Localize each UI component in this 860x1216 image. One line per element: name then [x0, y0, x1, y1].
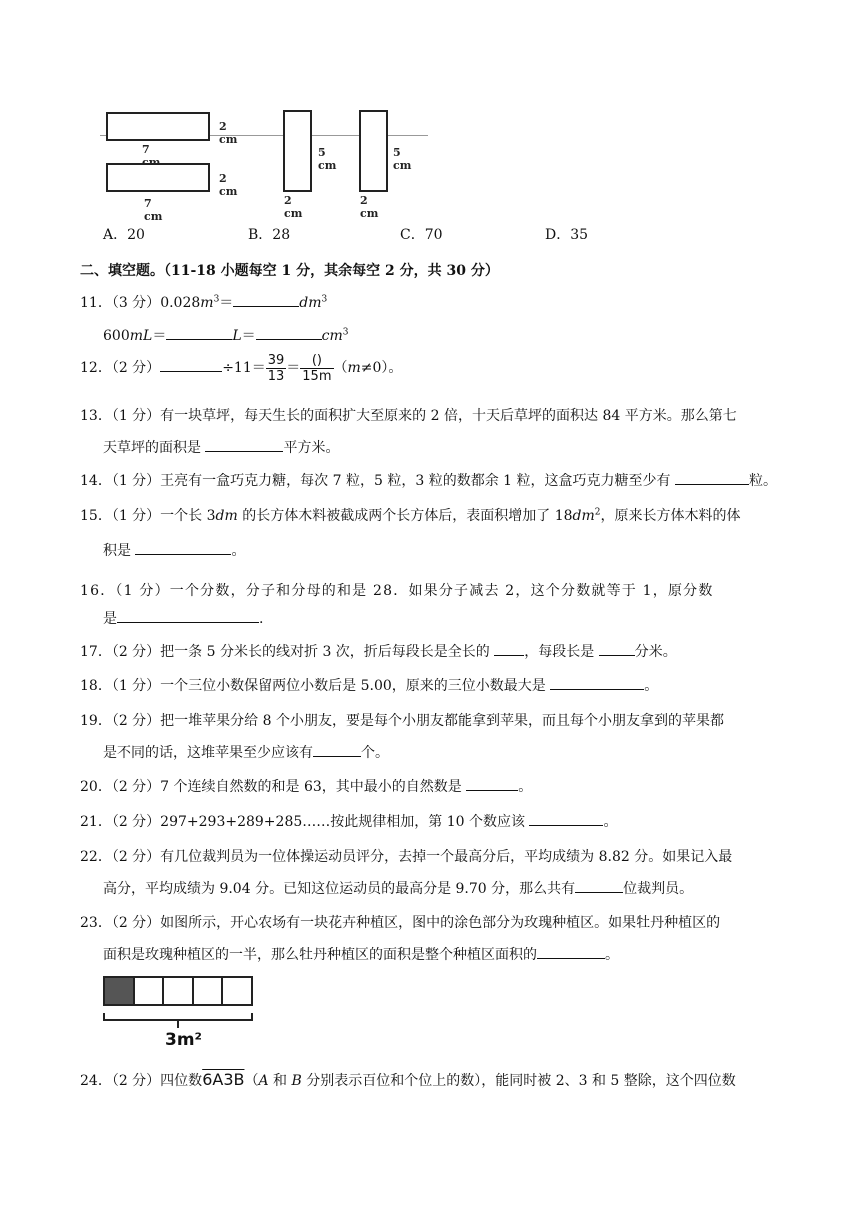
question-18 [80, 675, 658, 695]
option-c: C．70 [400, 227, 443, 243]
q16-blank[interactable] [117, 608, 259, 623]
q19-line2a: 是不同的话，这堆苹果至少应该有 [103, 745, 313, 761]
q15-sup: 2 [594, 507, 601, 518]
question-13 [80, 405, 737, 425]
q24-number: 24． [80, 1073, 112, 1089]
q13-blank[interactable] [205, 437, 283, 452]
q24-overline-number: 6A3B [202, 1070, 245, 1089]
q15-dm: dm [215, 508, 238, 524]
q19-line1: （2 分）把一堆苹果分给 8 个小朋友，要是每个小朋友都能拿到苹果，而且每个小朋友拿到的苹果都 [111, 713, 724, 729]
question-22 [80, 846, 732, 866]
q11-sup-3: 3 [342, 327, 349, 338]
q17-blank-1[interactable] [494, 641, 524, 656]
q12-frac1-num: 39 [267, 352, 285, 368]
bracket-tick [177, 1021, 179, 1028]
rect1-width-label: 7 [142, 143, 150, 156]
q14-blank[interactable] [675, 470, 749, 485]
q12-number: 12． [80, 360, 112, 376]
rectangle-4 [359, 110, 388, 192]
q18-text: （1 分）一个三位小数保留两位小数后是 5.00，原来的三位小数最大是 [111, 678, 551, 694]
q12-div: ÷11＝ [222, 360, 266, 376]
question-20 [80, 776, 532, 796]
q11-score: （3 分） [111, 295, 161, 311]
q22-line1: （2 分）有几位裁判员为一位体操运动员评分，去掉一个最高分后，平均成绩为 8.82 分。如果记入最 [111, 849, 733, 865]
question-23-line2 [103, 944, 619, 964]
area-label: 3m² [165, 1030, 202, 1050]
q12-score: （2 分） [111, 360, 161, 376]
rect2-width-label: 7 cm [144, 197, 163, 223]
q15-line2b: 。 [231, 543, 246, 559]
q18-tail: 。 [644, 678, 659, 694]
q12-frac2-den: 15m [302, 368, 332, 384]
q15-text-b: 的长方体木料被截成两个长方体后，表面积增加了 18 [237, 508, 573, 524]
q17-blank-2[interactable] [599, 641, 635, 656]
strip-cell-5 [223, 978, 251, 1004]
q15-text-a: （1 分）一个长 3 [111, 508, 216, 524]
q19-line2b: 个。 [361, 745, 389, 761]
q18-number: 18． [80, 678, 112, 694]
question-11 [80, 292, 327, 312]
question-21 [80, 811, 617, 831]
q13-line1: （1 分）有一块草坪，每天生长的面积扩大至原来的 2 倍，十天后草坪的面积达 84 平方米。那么第七 [111, 408, 737, 424]
q17-text-a: （2 分）把一条 5 分米长的线对折 3 次，折后每段长是全长的 [111, 644, 495, 660]
rect3-height-label: 5 cm [318, 146, 337, 172]
question-17 [80, 641, 677, 661]
q12-fraction-2 [300, 353, 333, 384]
planting-strip [103, 976, 253, 1006]
q11-value: 0.028 [160, 295, 201, 311]
q11-sup: 3 [213, 294, 220, 305]
q11-eq: ＝ [219, 295, 234, 311]
q22-blank[interactable] [575, 878, 623, 893]
rectangle-1 [106, 112, 210, 141]
rect3-width-label: 2 cm [284, 194, 303, 220]
q15-text-c: ，原来长方体木料的体 [600, 508, 741, 524]
question-16 [80, 580, 714, 600]
q14-number: 14． [80, 473, 112, 489]
q11-600: 600 [103, 328, 130, 344]
q13-number: 13． [80, 408, 112, 424]
q22-number: 22． [80, 849, 112, 865]
strip-cell-4 [194, 978, 224, 1004]
q12-fraction-1 [266, 353, 287, 384]
section-2-title: 二、填空题。（11-18 小题每空 1 分，其余每空 2 分，共 30 分） [80, 263, 499, 279]
question-23 [80, 912, 720, 932]
rose-area-shaded [105, 978, 135, 1004]
question-24 [80, 1070, 736, 1090]
q11-blank-2[interactable] [166, 325, 232, 340]
q12-blank[interactable] [160, 357, 222, 372]
q11-unit-ml: mL [129, 328, 153, 344]
question-16-line2 [103, 608, 263, 628]
option-b: B．28 [248, 227, 291, 243]
q22-line2a: 高分，平均成绩为 9.04 分。已知这位运动员的最高分是 9.70 分，那么共有 [103, 881, 576, 897]
q12-tail: （ [333, 360, 348, 376]
question-14 [80, 470, 777, 490]
q19-number: 19． [80, 713, 112, 729]
rect4-height-label: 5 cm [393, 146, 412, 172]
q21-tail: 。 [603, 814, 618, 830]
q15-number: 15． [80, 508, 112, 524]
q16-number: 16． [80, 583, 116, 599]
q11-unit-cm: cm [321, 328, 343, 344]
q20-blank[interactable] [466, 776, 518, 791]
q12-m: m [347, 360, 361, 376]
q16-line1: （1 分）一个分数，分子和分母的和是 28．如果分子减去 2，这个分数就等于 1，原分数 [115, 583, 714, 599]
q12-tail2: ≠0）。 [360, 360, 403, 376]
rect4-width-label: 2 cm [360, 194, 379, 220]
q11-unit-dm: dm [299, 295, 322, 311]
q15-blank[interactable] [135, 540, 231, 555]
q23-line2a: 面积是玫瑰种植区的一半，那么牡丹种植区的面积是整个种植区面积的 [103, 947, 537, 963]
q11-eq2: ＝ [152, 328, 167, 344]
rectangle-2 [106, 163, 210, 192]
question-22-line2 [103, 878, 693, 898]
question-13-line2 [103, 437, 339, 457]
q21-blank[interactable] [529, 811, 603, 826]
q20-number: 20． [80, 779, 112, 795]
q15-dm2: dm [572, 508, 595, 524]
q24-b: B [291, 1073, 302, 1089]
q20-tail: 。 [518, 779, 533, 795]
q23-number: 23． [80, 915, 112, 931]
q11-unit-m: m [200, 295, 214, 311]
strip-cell-2 [135, 978, 165, 1004]
q11-unit-l: L [232, 328, 242, 344]
q11-sup-2: 3 [321, 294, 328, 305]
rect1-height-label: 2 cm [219, 120, 238, 146]
q24-text-c: 和 [268, 1073, 292, 1089]
question-11-line2 [103, 325, 348, 345]
q12-frac2-num[interactable]: () [300, 353, 333, 369]
question-15 [80, 505, 741, 525]
q24-text-a: （2 分）四位数 [111, 1073, 203, 1089]
q20-text: （2 分）7 个连续自然数的和是 63，其中最小的自然数是 [111, 779, 467, 795]
q17-number: 17． [80, 644, 112, 660]
q21-text: （2 分）297+293+289+285……按此规律相加，第 10 个数应该 [111, 814, 530, 830]
q13-line2a: 天草坪的面积是 [103, 440, 206, 456]
q24-text-d: 分别表示百位和个位上的数），能同时被 2、3 和 5 整除，这个四位数 [301, 1073, 736, 1089]
question-19-line2 [103, 742, 389, 762]
rectangle-3 [283, 110, 312, 192]
strip-cell-3 [164, 978, 194, 1004]
q21-number: 21． [80, 814, 112, 830]
q14-text: （1 分）王亮有一盒巧克力糖，每次 7 粒，5 粒，3 粒的数都余 1 粒，这盒巧克力糖至少有 [111, 473, 675, 489]
option-d: D．35 [545, 227, 589, 243]
q16-line2a: 是 [103, 611, 117, 627]
q11-blank-3[interactable] [256, 325, 322, 340]
q24-text-b: （ [244, 1073, 259, 1089]
q11-blank-1[interactable] [233, 292, 299, 307]
measure-bracket [103, 1013, 253, 1021]
q22-line2b: 位裁判员。 [623, 881, 694, 897]
q15-line2a: 积是 [103, 543, 136, 559]
q11-eq3: ＝ [241, 328, 256, 344]
rect2-height-label: 2 cm [219, 172, 238, 198]
q12-frac1-den: 13 [267, 368, 285, 384]
option-a: A．20 [103, 227, 145, 243]
q17-text-c: 分米。 [634, 644, 677, 660]
q23-line1: （2 分）如图所示，开心农场有一块花卉种植区，图中的涂色部分为玫瑰种植区。如果牡丹种植区的 [111, 915, 721, 931]
q17-text-b: ，每段长是 [524, 644, 599, 660]
planting-area-figure [103, 976, 258, 1058]
q23-line2b: 。 [605, 947, 619, 963]
q18-blank[interactable] [550, 675, 644, 690]
question-19 [80, 710, 724, 730]
q19-blank[interactable] [313, 742, 361, 757]
q23-blank[interactable] [537, 944, 605, 959]
question-12 [80, 350, 402, 386]
q12-eq: ＝ [286, 360, 301, 376]
q13-line2b: 平方米。 [283, 440, 340, 456]
q24-a: A [258, 1073, 269, 1089]
question-15-line2 [103, 540, 245, 560]
q14-tail: 粒。 [748, 473, 777, 489]
q16-line2b: . [259, 611, 264, 627]
q11-number: 11． [80, 295, 112, 311]
